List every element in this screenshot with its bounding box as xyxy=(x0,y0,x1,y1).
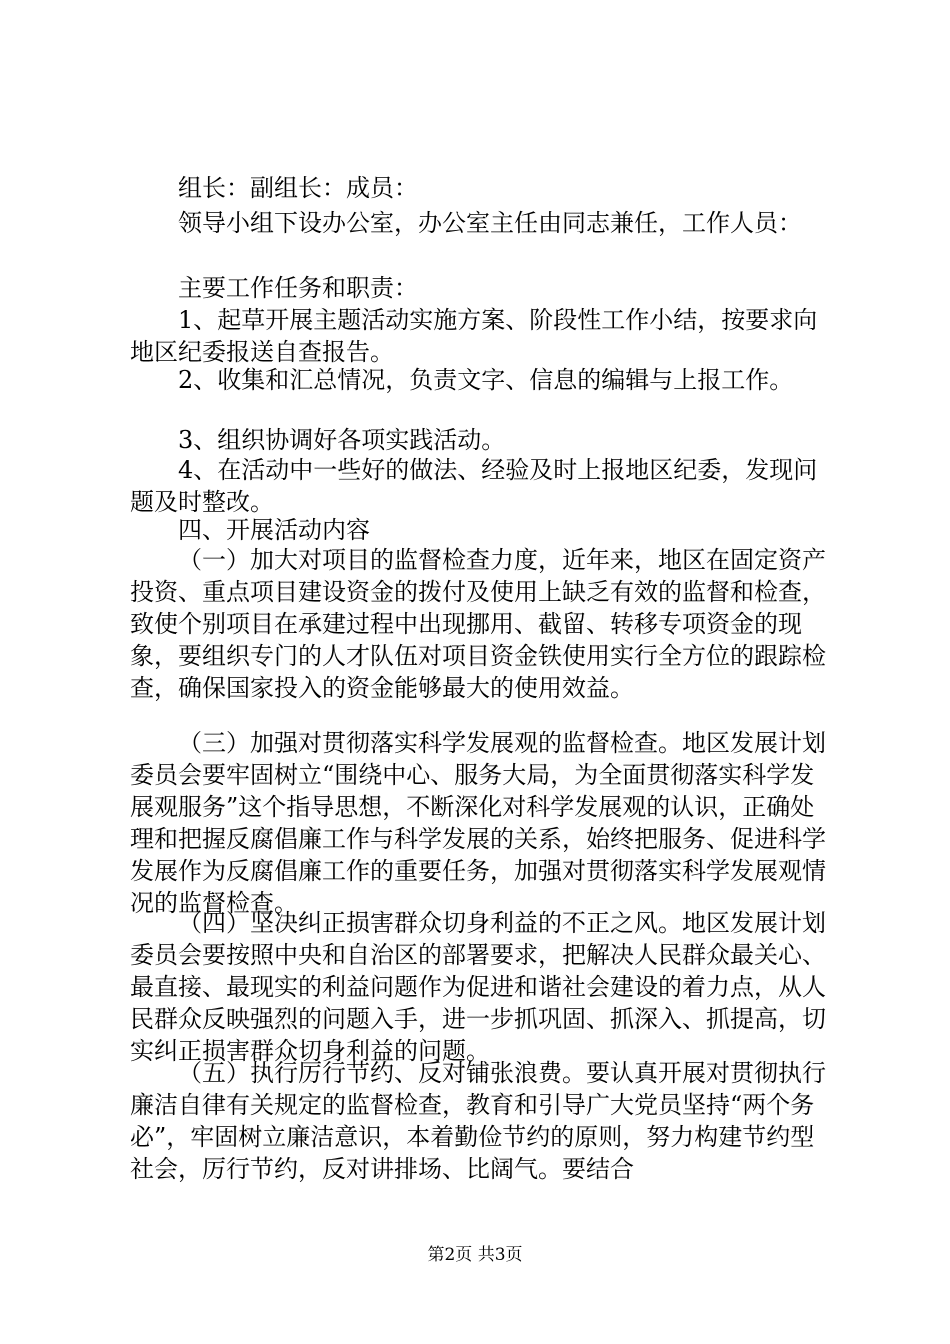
paragraph-task-1: 1、起草开展主题活动实施方案、阶段性工作小结，按要求向地区纪委报送自查报告。 xyxy=(130,306,818,366)
paragraph-item-4: （四）坚决纠正损害群众切身利益的不正之风。地区发展计划委员会要按照中央和自治区的部署要求，把解决人民群众最关心、最直接、最现实的利益问题作为促进和谐社会建设的着力点，从人民群众反映强烈的问题入手，进一步抓巩固、抓深入、抓提高，切实纠正损害群众切身利益的问题。 xyxy=(130,909,826,1065)
paragraph-item-5: （五）执行厉行节约、反对铺张浪费。要认真开展对贯彻执行廉洁自律有关规定的监督检查，教育和引导广大党员坚持“两个务必”，牢固树立廉洁意识，本着勤俭节约的原则，努力构建节约型社会，厉行节约，反对讲排场、比阔气。要结合 xyxy=(130,1059,826,1183)
paragraph-group-members: 组长：副组长：成员： xyxy=(178,174,418,202)
paragraph-item-3: （三）加强对贯彻落实科学发展观的监督检查。地区发展计划委员会要牢固树立“围绕中心、服务大局，为全面贯彻落实科学发展观服务”这个指导思想，不断深化对科学发展观的认识，正确处理和把握反腐倡廉工作与科学发展的关系，始终把服务、促进科学发展作为反腐倡廉工作的重要任务，加强对贯彻落实科学发展观情况的监督检查。 xyxy=(130,729,826,917)
paragraph-task-2: 2、收集和汇总情况，负责文字、信息的编辑与上报工作。 xyxy=(178,366,794,394)
paragraph-tasks-heading: 主要工作任务和职责： xyxy=(178,274,418,302)
paragraph-task-4: 4、在活动中一些好的做法、经验及时上报地区纪委，发现问题及时整改。 xyxy=(130,456,818,516)
paragraph-item-1: （一）加大对项目的监督检查力度，近年来，地区在固定资产投资、重点项目建设资金的拨付及使用上缺乏有效的监督和检查，致使个别项目在承建过程中出现挪用、截留、转移专项资金的现象，要组织专门的人才队伍对项目资金铁使用实行全方位的跟踪检查，确保国家投入的资金能够最大的使用效益。 xyxy=(130,546,826,702)
paragraph-task-3: 3、组织协调好各项实践活动。 xyxy=(178,426,506,454)
paragraph-office: 领导小组下设办公室，办公室主任由同志兼任，工作人员： xyxy=(178,209,802,237)
page-footer: 第2页 共3页 xyxy=(427,1245,523,1265)
section-heading-activities: 四、开展活动内容 xyxy=(178,516,370,544)
